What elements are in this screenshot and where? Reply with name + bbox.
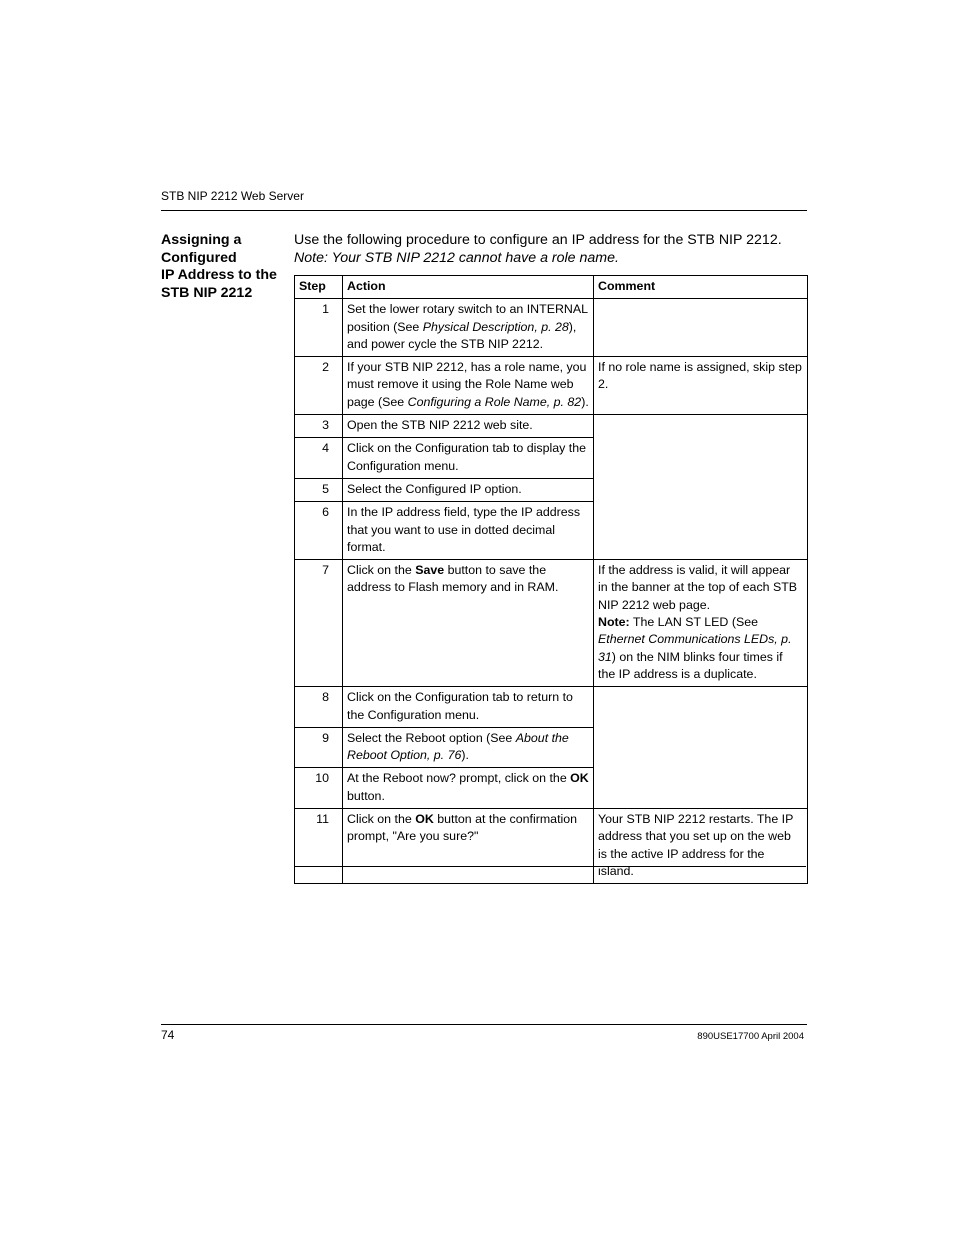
action-cell: In the IP address field, type the IP address that you want to use in dotted decimal format. <box>343 502 594 560</box>
step-number: 6 <box>295 502 343 560</box>
table-header-row <box>295 276 808 299</box>
action-cell: Click on the Save button to save the address to Flash memory and in RAM. <box>343 560 594 687</box>
step-number: 4 <box>295 438 343 479</box>
section-heading-line: Assigning a <box>161 232 242 248</box>
step-number: 5 <box>295 478 343 501</box>
step-number: 7 <box>295 560 343 687</box>
intro-text: Use the following procedure to configure an IP address for the STB NIP 2212. <box>294 232 782 248</box>
action-cell: Click on the Configuration tab to return to the Configuration menu. <box>343 687 594 728</box>
table-row <box>295 299 808 357</box>
action-cell: Select the Reboot option (See About the Reboot Option, p. 76). <box>343 727 594 768</box>
section-heading-line: Configured <box>161 249 237 266</box>
action-cell: Select the Configured IP option. <box>343 478 594 501</box>
comment-cell: If no role name is assigned, skip step 2. <box>594 357 808 415</box>
page-number: 74 <box>161 1028 175 1042</box>
footer-rule <box>161 1024 807 1025</box>
comment-cell <box>594 415 808 560</box>
table-row <box>295 415 808 438</box>
action-cell: At the Reboot now? prompt, click on the OK button. <box>343 768 594 809</box>
procedure-table <box>294 275 808 884</box>
column-header-comment: Comment <box>594 276 808 299</box>
step-number: 8 <box>295 687 343 728</box>
table-row <box>295 357 808 415</box>
running-header: STB NIP 2212 Web Server <box>161 189 304 203</box>
comment-cell: If the address is valid, it will appear in the banner at the top of each STB NIP 2212 web page. Note: The LAN ST LED (See Ethernet Communications LEDs, p. 31) on the NIM blinks four times if the IP address is a duplicate. <box>594 560 808 687</box>
section-heading <box>161 232 286 302</box>
comment-cell: Your STB NIP 2212 restarts. The IP address that you set up on the web is the active IP address for the island. <box>594 809 808 884</box>
column-header-step: Step <box>295 276 343 299</box>
section-end-rule <box>294 866 806 867</box>
section-heading-line: STB NIP 2212 <box>161 284 253 301</box>
intro-paragraph <box>294 232 808 267</box>
step-number: 9 <box>295 727 343 768</box>
column-header-action: Action <box>343 276 594 299</box>
step-number: 10 <box>295 768 343 809</box>
header-rule <box>161 210 807 211</box>
table-row <box>295 687 808 728</box>
section-heading-line: IP Address to the <box>161 267 277 283</box>
action-cell: Click on the OK button at the confirmation prompt, "Are you sure?" <box>343 809 594 884</box>
document-id: 890USE17700 April 2004 <box>697 1031 804 1042</box>
action-cell: Set the lower rotary switch to an INTERNAL position (See Physical Description, p. 28), and power cycle the STB NIP 2212. <box>343 299 594 357</box>
comment-cell <box>594 299 808 357</box>
step-number: 11 <box>295 809 343 884</box>
intro-note: Note: Your STB NIP 2212 cannot have a role name. <box>294 249 619 266</box>
comment-cell <box>594 687 808 809</box>
table-row <box>295 560 808 687</box>
step-number: 1 <box>295 299 343 357</box>
action-cell: If your STB NIP 2212, has a role name, you must remove it using the Role Name web page (See Configuring a Role Name, p. 82). <box>343 357 594 415</box>
table-row <box>295 809 808 884</box>
action-cell: Open the STB NIP 2212 web site. <box>343 415 594 438</box>
step-number: 3 <box>295 415 343 438</box>
step-number: 2 <box>295 357 343 415</box>
action-cell: Click on the Configuration tab to display the Configuration menu. <box>343 438 594 479</box>
